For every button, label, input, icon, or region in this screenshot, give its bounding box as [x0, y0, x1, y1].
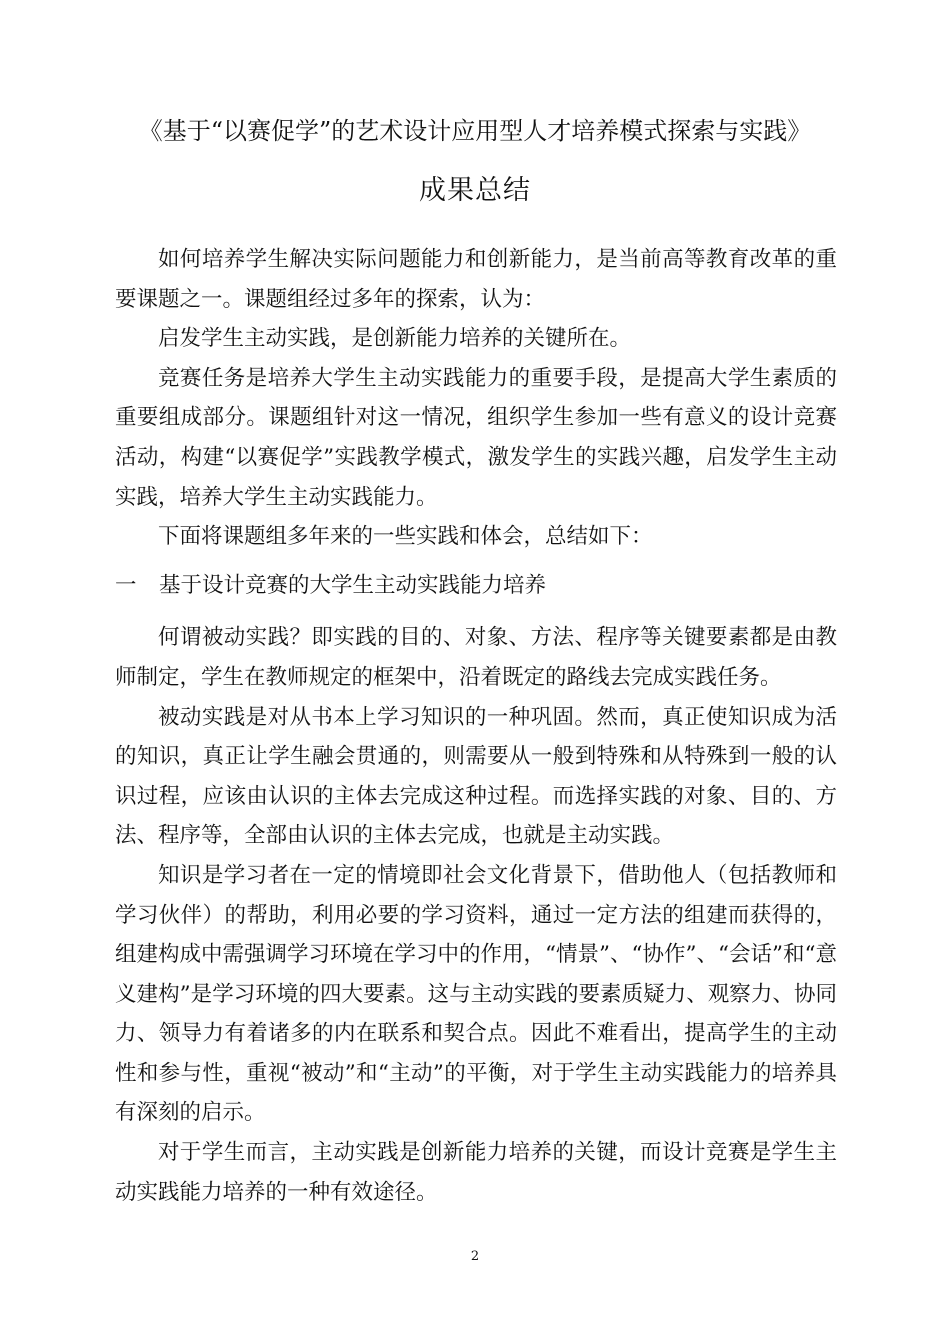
page-number: 2 — [470, 1249, 480, 1264]
section-title: 基于设计竞赛的大学生主动实践能力培养 — [159, 572, 547, 598]
document-subtitle: 成果总结 — [419, 175, 531, 206]
document-body — [115, 240, 837, 1212]
paragraph: 知识是学习者在一定的情境即社会文化背景下，借助他人（包括教师和学习伙伴）的帮助，利用必要的学习资料，通过一定方法的组建而获得的，组建构成中需强调学习环境在学习中的作用，“情景”、“协作”、“会话”和“意义建构”是学习环境的四大要素。这与主动实践的要素质疑力、观察力、协同力、领导力有着诸多的内在联系和契合点。因此不难看出，提高学生的主动性和参与性，重视“被动”和“主动”的平衡，对于学生主动实践能力的培养具有深刻的启示。 — [115, 862, 837, 1126]
paragraph: 启发学生主动实践，是创新能力培养的关键所在。 — [158, 326, 632, 352]
paragraph: 对于学生而言，主动实践是创新能力培养的关键，而设计竞赛是学生主动实践能力培养的一种有效途径。 — [115, 1140, 837, 1205]
paragraph: 竞赛任务是培养大学生主动实践能力的重要手段，是提高大学生素质的重要组成部分。课题组针对这一情况，组织学生参加一些有意义的设计竞赛活动，构建“以赛促学”实践教学模式，激发学生的实践兴趣，启发学生主动实践，培养大学生主动实践能力。 — [115, 365, 837, 510]
paragraph: 下面将课题组多年来的一些实践和体会，总结如下： — [158, 524, 653, 550]
paragraph: 被动实践是对从书本上学习知识的一种巩固。然而，真正使知识成为活的知识，真正让学生融会贯通的，则需要从一般到特殊和从特殊到一般的认识过程，应该由认识的主体去完成这种过程。而选择实践的对象、目的、方法、程序等，全部由认识的主体去完成，也就是主动实践。 — [115, 704, 837, 849]
paragraph: 如何培养学生解决实际问题能力和创新能力，是当前高等教育改革的重要课题之一。课题组经过多年的探索，认为： — [115, 247, 837, 312]
paragraph: 何谓被动实践？即实践的目的、对象、方法、程序等关键要素都是由教师制定，学生在教师规定的框架中，沿着既定的路线去完成实践任务。 — [115, 625, 837, 690]
section-heading — [115, 566, 837, 606]
document-title: 《基于“以赛促学”的艺术设计应用型人才培养模式探索与实践》 — [138, 117, 812, 145]
section-number: 一 — [115, 572, 137, 598]
